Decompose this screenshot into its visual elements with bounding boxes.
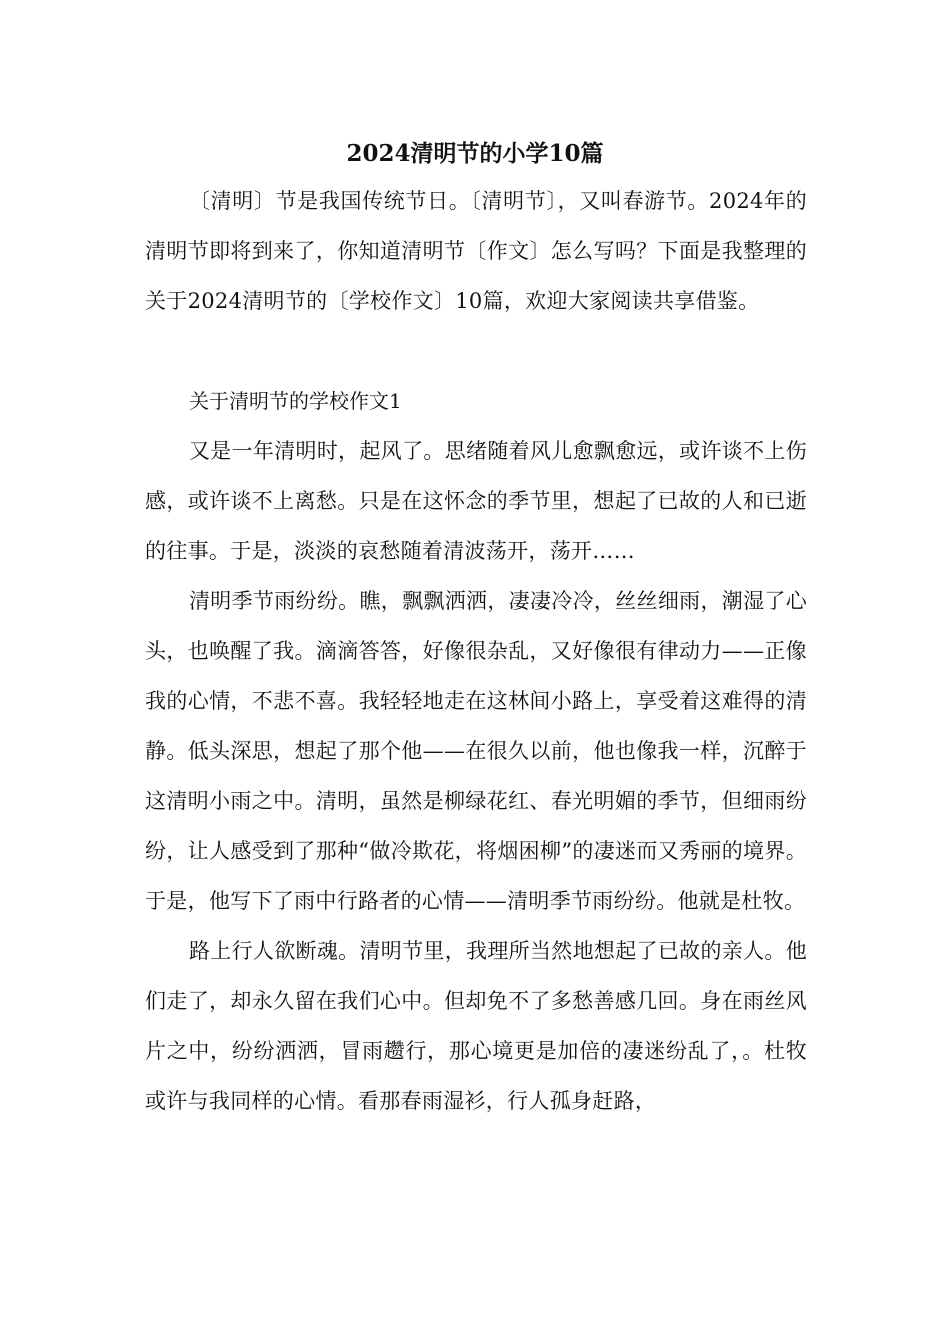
document-title: 2024清明节的小学10篇 [346, 140, 604, 167]
body-paragraph: 又是一年清明时，起风了。思绪随着风儿愈飘愈远，或许谈不上伤感，或许谈不上离愁。只是在这怀念的季节里，想起了已故的人和已逝的往事。于是，淡淡的哀愁随着清波荡开，荡开…… [145, 439, 807, 563]
body-paragraph: 路上行人欲断魂。清明节里，我理所当然地想起了已故的亲人。他们走了，却永久留在我们心中。但却免不了多愁善感几回。身在雨丝风片之中，纷纷洒洒，冒雨趱行，那心境更是加倍的凄迷纷乱了，。杜牧或许与我同样的心情。看那春雨湿衫，行人孤身赶路， [145, 939, 807, 1113]
section-heading: 关于清明节的学校作文1 [189, 389, 402, 413]
intro-paragraph: 〔清明〕节是我国传统节日。〔清明节〕，又叫春游节。2024年的清明节即将到来了，你知道清明节〔作文〕怎么写吗？下面是我整理的关于2024清明节的〔学校作文〕10篇，欢迎大家阅读共享借鉴。 [145, 189, 807, 313]
body-paragraph: 清明季节雨纷纷。瞧，飘飘洒洒，凄凄冷冷，丝丝细雨，潮湿了心头，也唤醒了我。滴滴答答，好像很杂乱，又好像很有律动力——正像我的心情，不悲不喜。我轻轻地走在这林间小路上，享受着这难得的清静。低头深思，想起了那个他——在很久以前，他也像我一样，沉醉于这清明小雨之中。清明，虽然是柳绿花红、春光明媚的季节，但细雨纷纷，让人感受到了那种“做冷欺花，将烟困柳”的凄迷而又秀丽的境界。于是，他写下了雨中行路者的心情——清明季节雨纷纷。他就是杜牧。 [145, 589, 807, 913]
document-body [145, 176, 807, 1126]
